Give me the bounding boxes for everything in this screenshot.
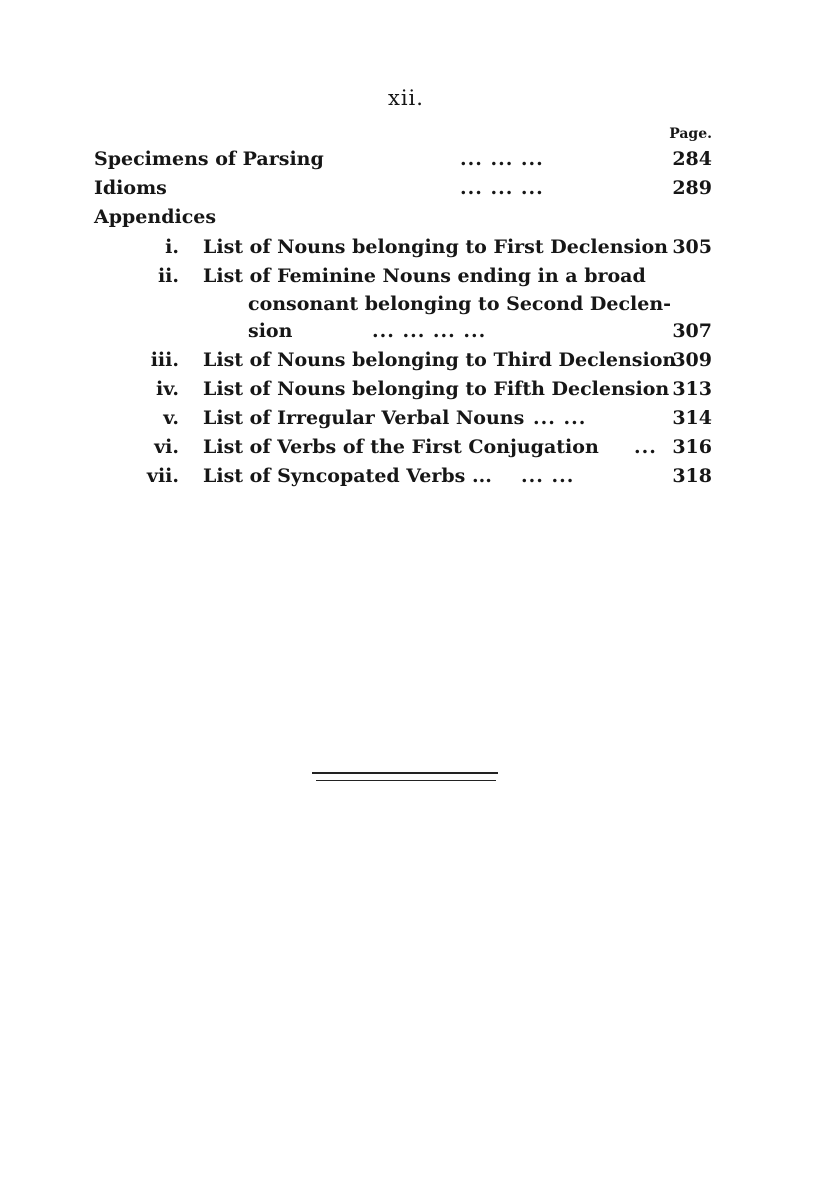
toc-entry-page: 289 [672, 177, 712, 199]
appendix-page: 318 [672, 465, 712, 487]
appendix-entry-vii [0, 465, 840, 493]
appendix-entry-iv [0, 378, 840, 406]
page-column-header: Page. [669, 126, 712, 142]
appendix-title: List of Syncopated Verbs ... [203, 465, 492, 487]
toc-entry-title: Appendices [94, 206, 217, 228]
toc-entry-specimens-of-parsing [94, 148, 712, 176]
toc-leader-dots: ... ... [533, 407, 587, 429]
appendix-entry-i [0, 236, 840, 264]
appendix-title-line-2: consonant belonging to Second Declen- [248, 293, 672, 315]
appendix-numeral: vi. [154, 436, 179, 458]
toc-entry-idioms [94, 177, 712, 205]
appendix-page: 316 [672, 436, 712, 458]
toc-leader-dots: ... ... ... [460, 177, 544, 199]
appendix-title: List of Irregular Verbal Nouns [203, 407, 525, 429]
appendix-numeral: ii. [157, 265, 179, 287]
appendix-entry-ii [0, 265, 840, 349]
appendix-numeral: vii. [146, 465, 179, 487]
appendix-entry-iii [0, 349, 840, 377]
appendix-page: 313 [672, 378, 712, 400]
appendix-numeral: iv. [156, 378, 179, 400]
section-end-rule-lower [316, 780, 496, 781]
appendix-title: List of Nouns belonging to First Declension [203, 236, 668, 258]
toc-entry-title: Specimens of Parsing [94, 148, 324, 170]
toc-leader-dots: ... [634, 436, 657, 458]
appendix-numeral: i. [165, 236, 179, 258]
appendix-page: 314 [672, 407, 712, 429]
appendix-numeral: iii. [150, 349, 179, 371]
toc-leader-dots: ... ... ... ... [372, 320, 487, 342]
appendix-title-line-3: sion [248, 320, 293, 342]
toc-leader-dots: ... ... [521, 465, 575, 487]
appendix-entry-v [0, 407, 840, 435]
appendix-page: 305 [672, 236, 712, 258]
appendix-page: 307 [672, 320, 712, 342]
toc-entry-page: 284 [672, 148, 712, 170]
appendix-numeral: v. [163, 407, 179, 429]
toc-entry-appendices [94, 206, 712, 234]
section-end-rule [312, 772, 498, 774]
toc-leader-dots: ... ... ... [460, 148, 544, 170]
appendix-title-line-1: List of Feminine Nouns ending in a broad [203, 265, 646, 287]
appendix-entry-vi [0, 436, 840, 464]
page-number: xii. [388, 86, 424, 110]
appendix-page: 309 [672, 349, 712, 371]
toc-entry-title: Idioms [94, 177, 167, 199]
appendix-title: List of Nouns belonging to Third Declension [203, 349, 677, 371]
appendix-title: List of Verbs of the First Conjugation [203, 436, 599, 458]
appendix-title: List of Nouns belonging to Fifth Declension [203, 378, 670, 400]
